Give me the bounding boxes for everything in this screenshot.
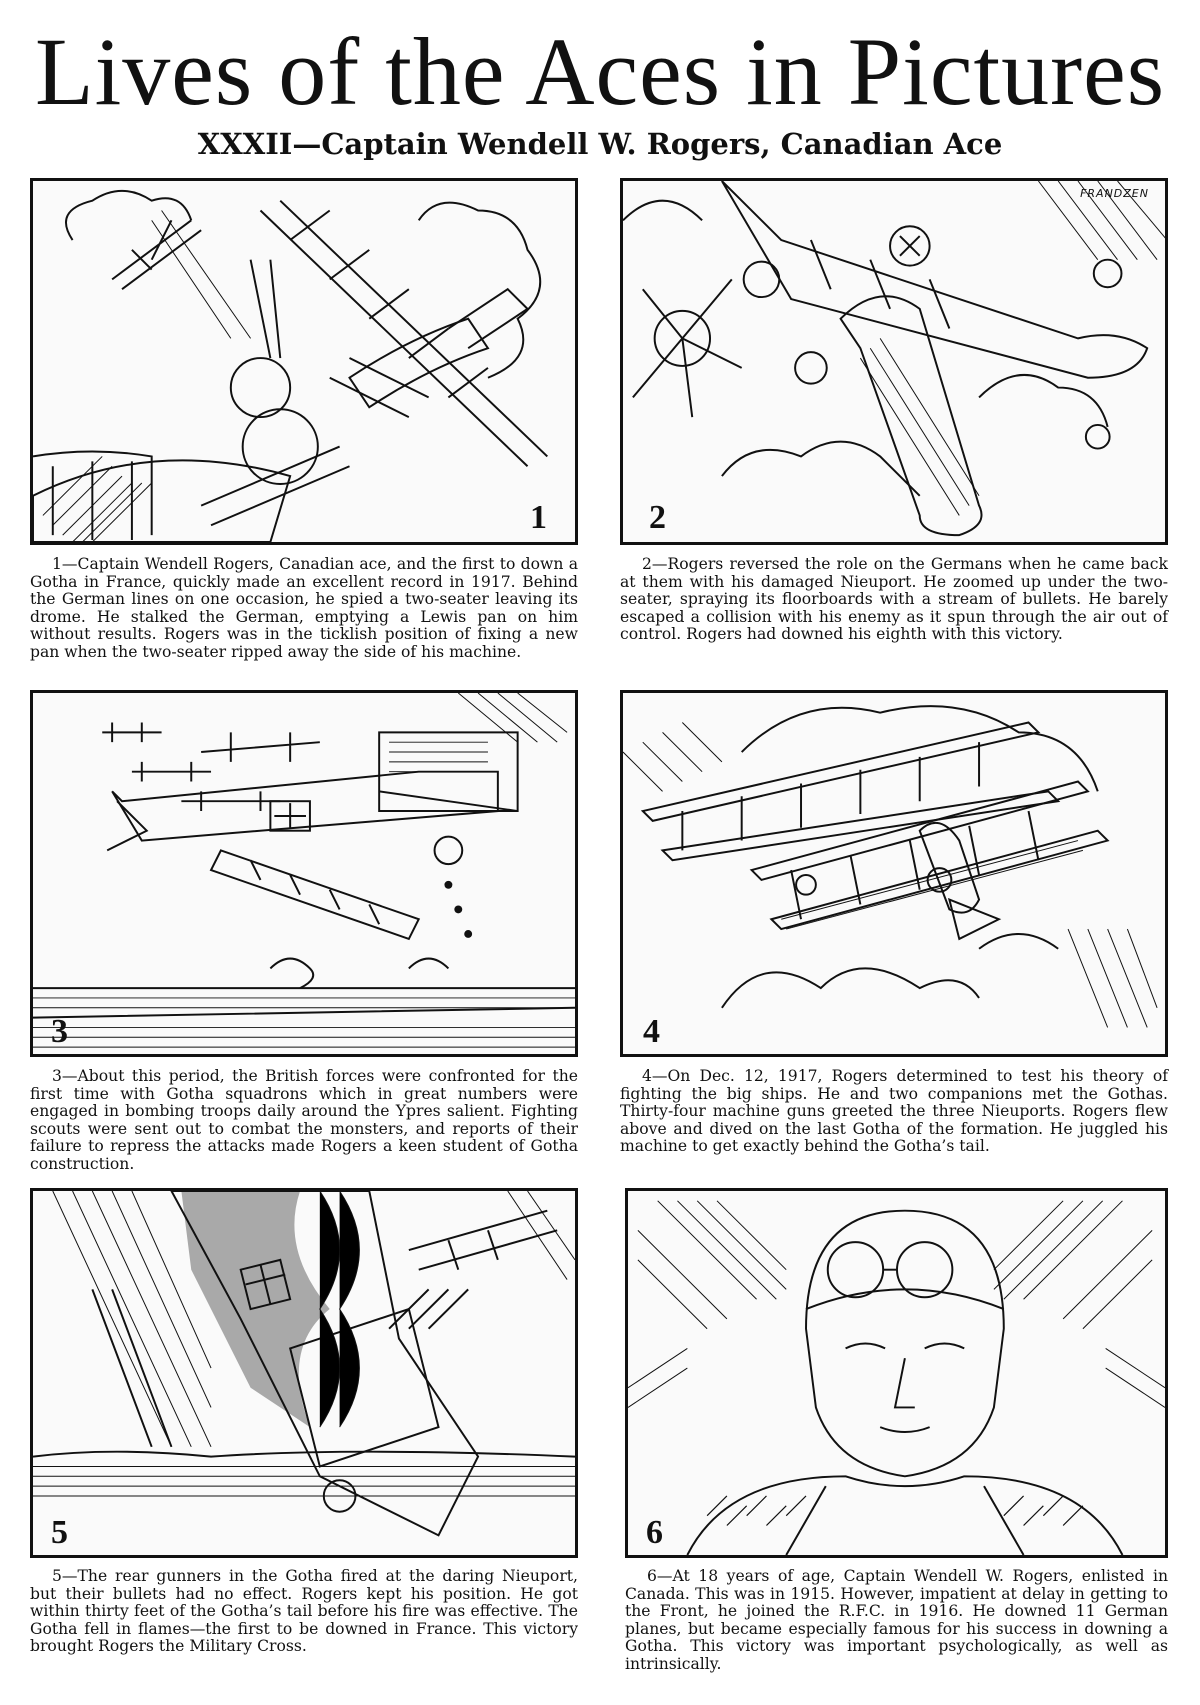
panel-caption-6: 6—At 18 years of age, Captain Wendell W. Rogers, enlisted in Canada. This was in 1915. However, impatient at delay in getting to the Front, he joined the R.F.C. in 1916. He downed 11 German planes, but became especially famous for his success in downing a Gotha. This victory was important psychologically, as well as intrinsically. [625, 1567, 1168, 1673]
panel-caption-5: 5—The rear gunners in the Gotha fired at the daring Nieuport, but their bullets had no effect. Rogers kept his position. He got within thirty feet of the Gotha’s tail before his fire was effective. The Gotha fell in flames—the first to be downed in France. This victory brought Rogers the Military Cross. [30, 1567, 578, 1656]
comic-panel-6 [625, 1188, 1168, 1558]
pilot-fixing-gun-icon [33, 181, 575, 542]
panel-caption-1: 1—Captain Wendell Rogers, Canadian ace, and the first to down a Gotha in France, quickly made an excellent record in 1917. Behind the German lines on one occasion, he spied a two-seater leaving its drome. He stalked the German, emptying a Lewis pan on him without results. Rogers was in the ticklish position of fixing a new pan when the two-seater ripped away the side of his machine. [30, 555, 578, 661]
panel-caption-2: 2—Rogers reversed the role on the Germans when he came back at them with his damaged Nieuport. He zoomed up under the two-seater, spraying its floorboards with a stream of bullets. He barely escaped a collision with his enemy as it spun through the air out of control. Rogers had downed his eighth with this victory. [620, 555, 1168, 644]
comic-panel-4 [620, 690, 1168, 1057]
nieuport-formation-icon [623, 693, 1165, 1054]
comic-panel-1 [30, 178, 578, 545]
comic-panel-5 [30, 1188, 578, 1558]
page-subtitle: XXXII—Captain Wendell W. Rogers, Canadian Ace [197, 127, 1003, 161]
panel-number-5: 5 [51, 1514, 68, 1551]
panel-number-6: 6 [646, 1514, 663, 1551]
comic-panel-3 [30, 690, 578, 1057]
gotha-bomber-icon [33, 693, 575, 1054]
comic-panel-2 [620, 178, 1168, 545]
page-title: Lives of the Aces in Pictures [34, 18, 1166, 125]
artist-signature: FRANDZEN [1080, 187, 1149, 200]
panel-number-2: 2 [649, 499, 666, 536]
panel-number-1: 1 [530, 499, 547, 536]
panel-caption-3: 3—About this period, the British forces were confronted for the first time with Gotha squadrons which in great numbers were engaged in bombing troops daily around the Ypres salient. Fighting scouts were sent out to combat the monsters, and reports of their failure to repress the attacks made Rogers a keen student of Gotha construction. [30, 1067, 578, 1173]
pilot-portrait-icon [628, 1191, 1165, 1555]
gotha-falling-flames-icon [33, 1191, 575, 1555]
panel-number-4: 4 [643, 1013, 660, 1050]
panel-caption-4: 4—On Dec. 12, 1917, Rogers determined to test his theory of fighting the big ships. He and two companions met the Gothas. Thirty-four machine guns greeted the three Nieuports. Rogers flew above and dived on the last Gotha of the formation. He juggled his machine to get exactly behind the Gotha’s tail. [620, 1067, 1168, 1156]
panel-number-3: 3 [51, 1013, 68, 1050]
biplane-zoom-icon [623, 181, 1165, 542]
